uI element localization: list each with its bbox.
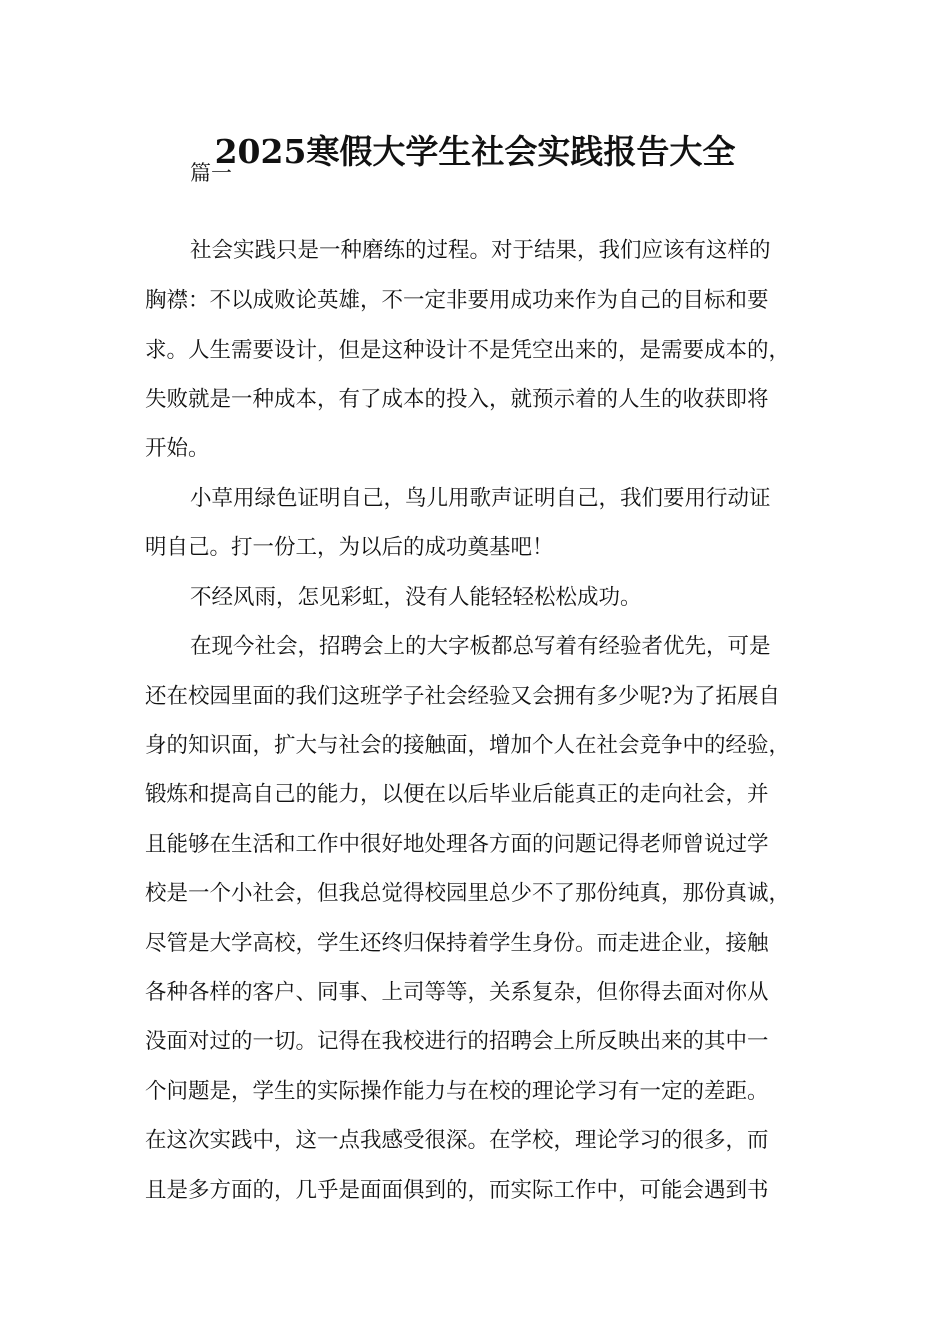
paragraph-line: 明自己。打一份工，为以后的成功奠基吧！ — [145, 535, 554, 560]
paragraph-line: 在这次实践中，这一点我感受很深。在学校，理论学习的很多，而 — [145, 1128, 769, 1153]
paragraph-line: 且是多方面的，几乎是面面俱到的，而实际工作中，可能会遇到书 — [145, 1178, 769, 1203]
paragraph-line: 校是一个小社会，但我总觉得校园里总少不了那份纯真，那份真诚， — [145, 881, 791, 906]
paragraph-line: 开始。 — [145, 436, 210, 461]
paragraph-line: 不经风雨，怎见彩虹，没有人能轻轻松松成功。 — [190, 585, 642, 610]
paragraph-line: 个问题是，学生的实际操作能力与在校的理论学习有一定的差距。 — [145, 1079, 769, 1104]
paragraph-line: 还在校园里面的我们这班学子社会经验又会拥有多少呢?为了拓展自 — [145, 684, 781, 709]
paragraph-line: 社会实践只是一种磨练的过程。对于结果，我们应该有这样的 — [190, 238, 771, 263]
paragraph-line: 尽管是大学高校，学生还终归保持着学生身份。而走进企业，接触 — [145, 931, 769, 956]
document-title: 2025寒假大学生社会实践报告大全 — [214, 132, 736, 171]
paragraph-line: 胸襟：不以成败论英雄，不一定非要用成功来作为自己的目标和要 — [145, 288, 769, 313]
paragraph-line: 在现今社会，招聘会上的大字板都总写着有经验者优先，可是 — [190, 634, 771, 659]
paragraph-line: 失败就是一种成本，有了成本的投入，就预示着的人生的收获即将 — [145, 387, 769, 412]
paragraph-line: 各种各样的客户、同事、上司等等，关系复杂，但你得去面对你从 — [145, 980, 769, 1005]
paragraph-line: 且能够在生活和工作中很好地处理各方面的问题记得老师曾说过学 — [145, 832, 769, 857]
section-label: 篇一 — [190, 161, 232, 185]
paragraph-line: 身的知识面，扩大与社会的接触面，增加个人在社会竞争中的经验， — [145, 733, 791, 758]
paragraph-line: 锻炼和提高自己的能力，以便在以后毕业后能真正的走向社会，并 — [145, 782, 769, 807]
paragraph-line: 小草用绿色证明自己，鸟儿用歌声证明自己，我们要用行动证 — [190, 486, 771, 511]
paragraph-line: 求。人生需要设计，但是这种设计不是凭空出来的，是需要成本的， — [145, 338, 791, 363]
paragraph-line: 没面对过的一切。记得在我校进行的招聘会上所反映出来的其中一 — [145, 1029, 769, 1054]
